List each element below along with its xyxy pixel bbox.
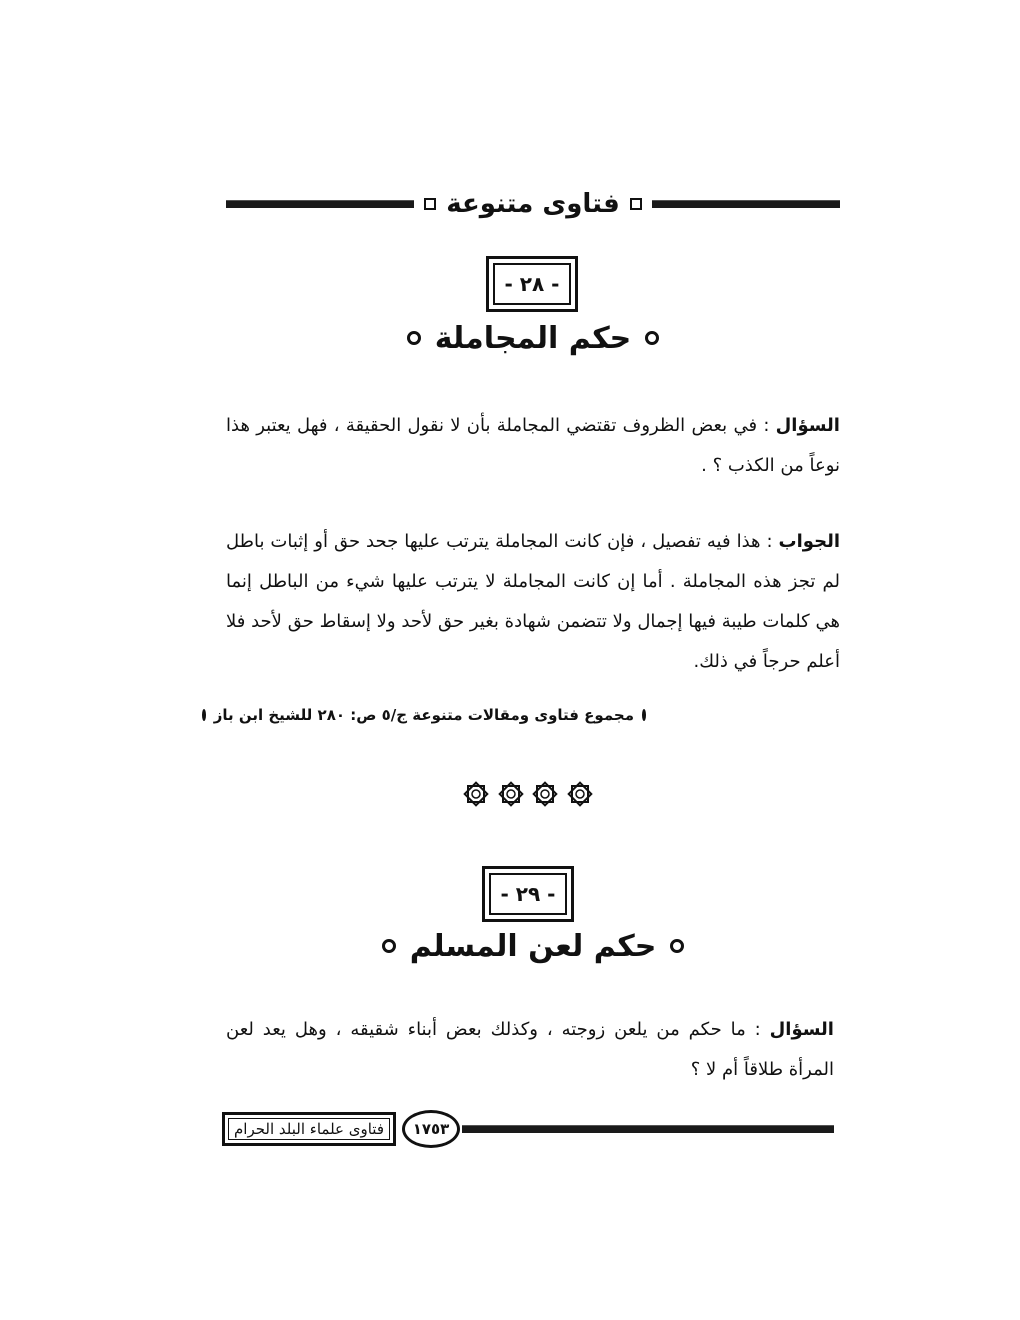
header-core <box>414 189 652 219</box>
star-ornament-icon <box>497 780 525 808</box>
page-number: ١٧٥٣ <box>402 1110 460 1148</box>
circle-bullet-icon <box>382 939 396 953</box>
circle-bullet-icon <box>645 331 659 345</box>
footer-rule <box>462 1125 834 1133</box>
header-title: فتاوى متنوعة <box>446 189 620 219</box>
question-paragraph <box>226 406 840 486</box>
answer-label: الجواب <box>778 531 840 552</box>
circle-bullet-icon <box>202 709 206 721</box>
circle-bullet-icon <box>642 709 646 721</box>
footer-book-title: فتاوى علماء البلد الحرام <box>228 1118 390 1140</box>
question-paragraph <box>226 1010 834 1090</box>
answer-text: : هذا فيه تفصيل ، فإن كانت المجاملة يترتب عليها جحد حق أو إثبات باطل لم تجز هذه المجاملة . أما إن كانت المجاملة لا يترتب عليها شيء من الباطل إنما هي كلمات طيبة فيها إجمال ولا تتضمن شهادة بغير حق لأحد ولا إسقاط حق لأحد فلا أعلم حرجاً في ذلك. <box>226 531 840 672</box>
fatwa-title <box>226 926 840 966</box>
fatwa-number: - ٢٨ - <box>493 263 571 305</box>
answer-paragraph <box>226 522 840 682</box>
header-rule-right <box>652 200 840 208</box>
fatwa-number-box <box>486 256 578 312</box>
page-footer <box>222 1108 834 1152</box>
star-ornament-icon <box>566 780 594 808</box>
running-header <box>226 184 840 224</box>
source-citation <box>213 706 646 724</box>
star-ornament-icon <box>462 780 490 808</box>
ornament-separator <box>462 780 594 816</box>
question-label: السؤال <box>769 1019 834 1040</box>
question-label: السؤال <box>775 415 840 436</box>
circle-bullet-icon <box>670 939 684 953</box>
fatwa-title-text: حكم لعن المسلم <box>409 928 657 964</box>
square-bullet-icon <box>424 198 436 210</box>
source-text: مجموع فتاوى ومقالات متنوعة ج/٥ ص: ٢٨٠ للشيخ ابن باز <box>213 706 634 724</box>
fatwa-number-box <box>482 866 574 922</box>
question-text: : في بعض الظروف تقتضي المجاملة بأن لا نقول الحقيقة ، فهل يعتبر هذا نوعاً من الكذب ؟ . <box>226 415 840 476</box>
fatwa-title <box>226 318 840 358</box>
circle-bullet-icon <box>407 331 421 345</box>
header-rule-left <box>226 200 414 208</box>
footer-book-box <box>222 1112 396 1146</box>
question-text: : ما حكم من يلعن زوجته ، وكذلك بعض أبناء شقيقه ، وهل يعد لعن المرأة طلاقاً أم لا ؟ <box>226 1019 834 1080</box>
square-bullet-icon <box>630 198 642 210</box>
star-ornament-icon <box>531 780 559 808</box>
fatwa-title-text: حكم المجاملة <box>434 320 632 356</box>
fatwa-number: - ٢٩ - <box>489 873 567 915</box>
